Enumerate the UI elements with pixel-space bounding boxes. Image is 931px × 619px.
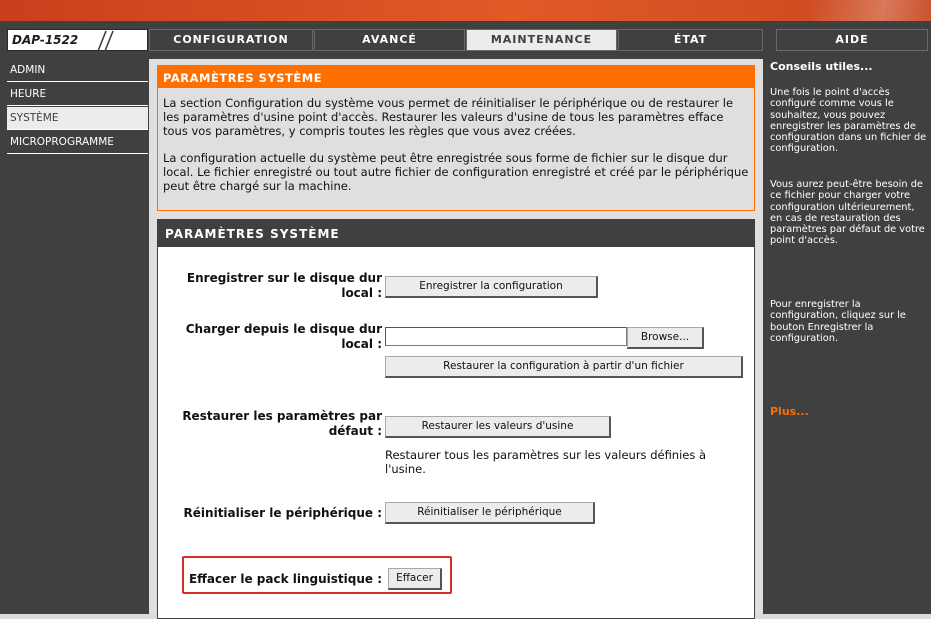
highlight-box: [182, 556, 452, 594]
factory-reset-button[interactable]: Restaurer les valeurs d'usine: [385, 416, 611, 438]
intro-title: PARAMÈTRES SYSTÈME: [158, 66, 754, 88]
slash-logo-icon: [86, 30, 116, 52]
router-frame: [0, 21, 931, 614]
sidebar-item-microprogramme[interactable]: MICROPROGRAMME: [7, 131, 148, 154]
help-paragraph: Vous aurez peut-être besoin de ce fichier pour charger votre configuration ultérieurement, en cas de restauration des paramètres par défaut de votre point d'accès.: [770, 179, 925, 247]
clear-langpack-button[interactable]: Effacer: [388, 568, 442, 590]
sidebar-item-heure[interactable]: HEURE: [7, 83, 148, 106]
tab-aide[interactable]: AIDE: [776, 29, 928, 51]
config-file-input[interactable]: [385, 327, 627, 346]
intro-box: [157, 65, 755, 211]
save-config-button[interactable]: Enregistrer la configuration: [385, 276, 598, 298]
factory-label: Restaurer les paramètres par défaut :: [182, 409, 382, 438]
sidebar-item-admin[interactable]: ADMIN: [7, 59, 148, 82]
system-settings-box: [157, 219, 755, 619]
tab-etat[interactable]: ÉTAT: [618, 29, 763, 51]
browse-button[interactable]: Browse...: [627, 327, 704, 349]
intro-paragraph: La configuration actuelle du système peut être enregistrée sous forme de fichier sur le disque dur local. Le fichier enregistré ou tout autre fichier de configuration enregistré et créé par le périphérique peut être chargé sur la machine.: [163, 151, 749, 193]
banner-swoosh: [811, 0, 931, 21]
restore-from-file-button[interactable]: Restaurer la configuration à partir d'un fichier: [385, 356, 743, 378]
help-panel: [764, 59, 931, 614]
tab-maintenance[interactable]: MAINTENANCE: [466, 29, 617, 51]
model-badge: [7, 29, 148, 51]
help-more-link[interactable]: Plus...: [770, 405, 809, 418]
help-paragraph: Pour enregistrer la configuration, cliquez sur le bouton Enregistrer la configuration.: [770, 299, 906, 344]
reboot-label: Réinitialiser le périphérique :: [183, 506, 382, 520]
model-name: DAP-1522: [12, 33, 79, 47]
factory-note: Restaurer tous les paramètres sur les valeurs définies à l'usine.: [385, 448, 707, 476]
load-label: Charger depuis le disque dur local :: [185, 322, 382, 351]
reboot-button[interactable]: Réinitialiser le périphérique: [385, 502, 595, 524]
intro-paragraph: La section Configuration du système vous permet de réinitialiser le périphérique ou de restaurer le les paramètres d'usine point d'accès. Restaurer les valeurs d'usine de tous les paramètres efface tous vos paramètres, y compris toutes les règles que vous avez créées.: [163, 96, 734, 138]
main-content: [149, 59, 763, 614]
langpack-label: Effacer le pack linguistique :: [188, 572, 382, 586]
sidebar: [7, 59, 148, 614]
help-title: Conseils utiles...: [770, 60, 873, 73]
system-settings-title: PARAMÈTRES SYSTÈME: [158, 220, 754, 247]
sidebar-item-systeme[interactable]: SYSTÈME: [7, 107, 148, 130]
save-label: Enregistrer sur le disque dur local :: [186, 271, 382, 300]
tab-configuration[interactable]: CONFIGURATION: [149, 29, 313, 51]
tab-avance[interactable]: AVANCÉ: [314, 29, 465, 51]
help-paragraph: Une fois le point d'accès configuré comme vous le souhaitez, vous pouvez enregistrer les paramètres de configuration dans un fichier de configuration.: [770, 87, 927, 155]
top-banner: [0, 0, 931, 21]
